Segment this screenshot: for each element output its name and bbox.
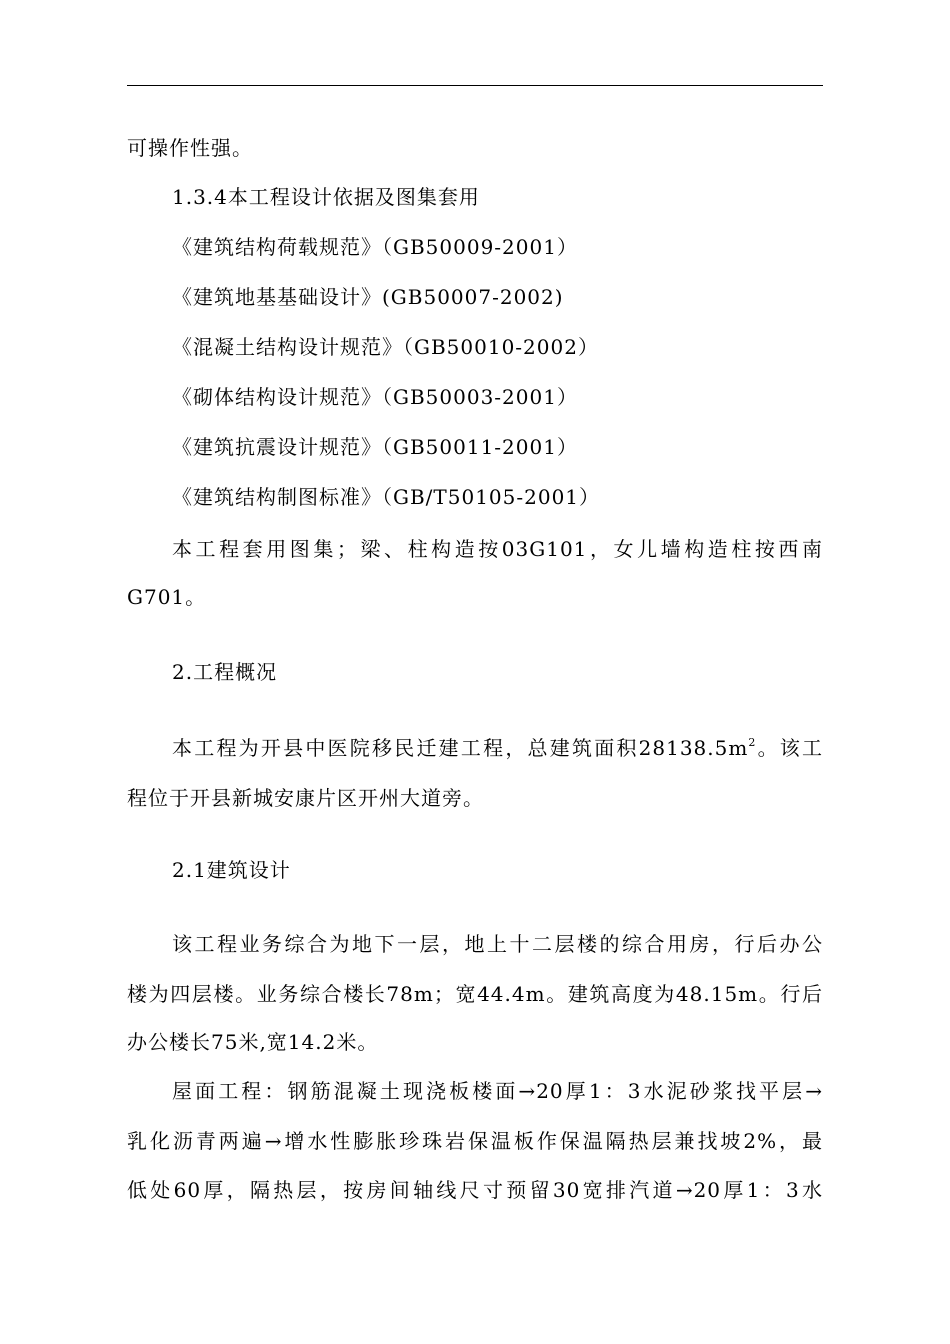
paragraph-line: 该工程业务综合为地下一层，地上十二层楼的综合用房，行后办公	[172, 932, 823, 956]
paragraph-line: 楼为四层楼。业务综合楼长78m；宽44.4m。建筑高度为48.15m。行后	[127, 982, 823, 1006]
paragraph-line: 办公楼长75米,宽14.2米。	[127, 1030, 379, 1054]
standard-reference: 《建筑结构制图标准》（GB/T50105-2001）	[172, 485, 601, 509]
standard-reference: 《建筑地基基础设计》(GB50007-2002)	[172, 285, 564, 309]
standard-reference: 《建筑抗震设计规范》（GB50011-2001）	[172, 435, 578, 459]
paragraph-text: 。该工	[756, 736, 824, 760]
paragraph-line: 程位于开县新城安康片区开州大道旁。	[127, 786, 484, 810]
paragraph-line: G701。	[127, 585, 207, 609]
paragraph-line: 本工程套用图集；梁、柱构造按03G101，女儿墙构造柱按西南	[172, 537, 823, 561]
paragraph-line: 屋面工程：钢筋混凝土现浇板楼面→20厚1：3水泥砂浆找平层→	[172, 1079, 823, 1103]
paragraph-line: 低处60厚，隔热层，按房间轴线尺寸预留30宽排汽道→20厚1：3水	[127, 1178, 823, 1202]
header-rule	[127, 85, 823, 86]
paragraph-line: 乳化沥青两遍→增水性膨胀珍珠岩保温板作保温隔热层兼找坡2%，最	[127, 1129, 823, 1153]
standard-reference: 《混凝土结构设计规范》（GB50010-2002）	[172, 335, 599, 359]
standard-reference: 《砌体结构设计规范》（GB50003-2001）	[172, 385, 578, 409]
standard-reference: 《建筑结构荷载规范》（GB50009-2001）	[172, 235, 578, 259]
section-heading-2: 2.工程概况	[172, 660, 278, 684]
section-heading-2-1: 2.1建筑设计	[172, 858, 291, 882]
superscript: 2	[748, 736, 757, 749]
paragraph-text: 本工程为开县中医院移民迁建工程，总建筑面积28138.5m	[172, 736, 749, 760]
paragraph-line: 可操作性强。	[127, 136, 253, 160]
paragraph-line	[172, 736, 823, 760]
section-heading-1-3-4: 1.3.4本工程设计依据及图集套用	[172, 185, 480, 209]
